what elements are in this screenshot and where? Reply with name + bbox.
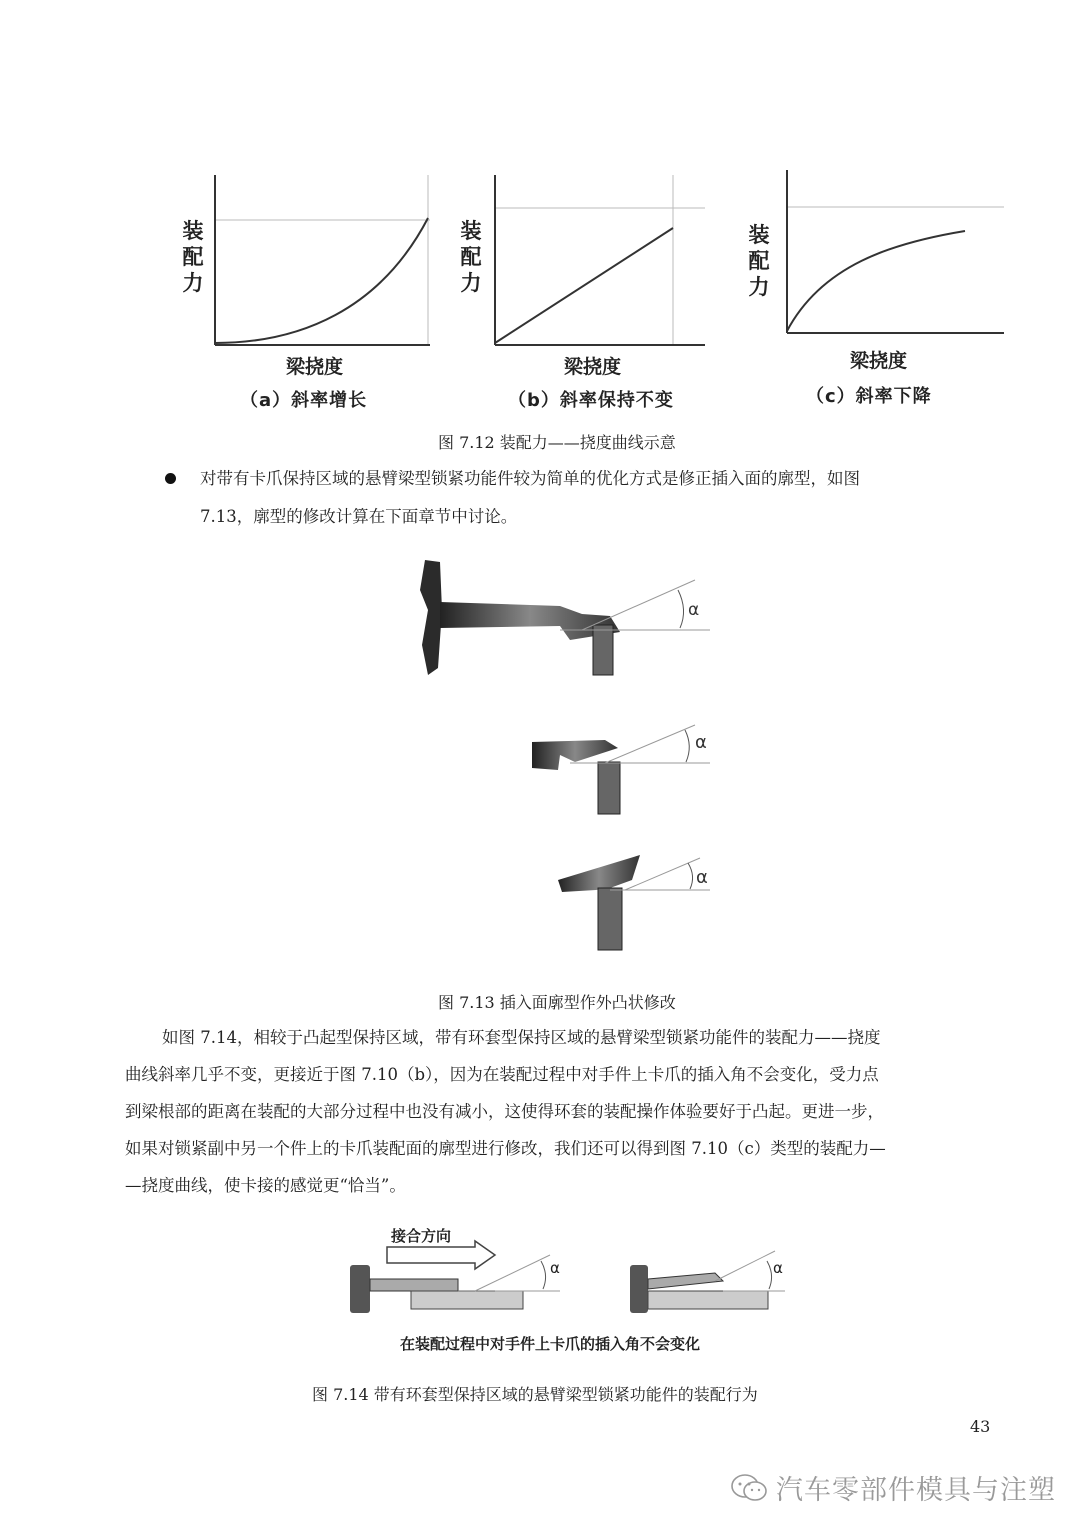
paragraph-line1: 如图 7.14，相较于凸起型保持区域，带有环套型保持区域的悬臂梁型锁紧功能件的装配力——挠度 — [162, 1028, 881, 1047]
graph-a-plot — [200, 160, 440, 360]
graph-c-sublabel: （c）斜率下降 — [806, 386, 932, 407]
figure-7-12 — [160, 160, 1010, 420]
alpha-symbol-3: α — [696, 867, 708, 888]
graph-a-xlabel: 梁挠度 — [286, 356, 344, 378]
wechat-icon — [730, 1473, 768, 1503]
direction-label: 接合方向 — [391, 1227, 452, 1245]
graph-c-plot — [772, 165, 1007, 345]
figure-7-14-alpha-left: α — [550, 1259, 560, 1277]
alpha-symbol-2: α — [695, 732, 707, 753]
paragraph-line4: 如果对锁紧副中另一个件上的卡爪装配面的廓型进行修改，我们还可以得到图 7.10（c）类型的装配力— — [125, 1139, 886, 1158]
graph-a-sublabel: （a）斜率增长 — [240, 390, 368, 411]
graph-b-ylabel: 装 配 力 — [460, 219, 482, 295]
curve-increasing-slope — [215, 218, 428, 343]
figure-7-12-caption: 图 7.12 装配力——挠度曲线示意 — [438, 433, 676, 452]
bullet-text-line2: 7.13，廓型的修改计算在下面章节中讨论。 — [200, 507, 518, 526]
snap-hook-profile-2 — [532, 725, 710, 814]
alpha-symbol-1: α — [688, 600, 700, 620]
graph-c-ylabel: 装 配 力 — [748, 223, 770, 299]
figure-7-14-caption: 图 7.14 带有环套型保持区域的悬臂梁型锁紧功能件的装配行为 — [312, 1385, 758, 1404]
snap-hook-profile-3 — [558, 855, 710, 950]
paragraph-line5: —挠度曲线，使卡接的感觉更“恰当”。 — [125, 1176, 406, 1195]
snap-beam-full — [420, 560, 710, 675]
graph-c-xlabel: 梁挠度 — [850, 350, 908, 372]
watermark — [730, 1468, 1056, 1507]
watermark-text: 汽车零部件模具与注塑 — [776, 1475, 1056, 1506]
paragraph-line3: 到梁根部的距离在装配的大部分过程中也没有减小，这使得环套的装配操作体验要好于凸起。更进一步， — [125, 1102, 884, 1121]
figure-7-13-diagram — [410, 550, 730, 980]
curve-decreasing-slope — [787, 231, 965, 331]
figure-7-14-alpha-right: α — [773, 1259, 783, 1277]
page-number: 43 — [970, 1417, 991, 1436]
graph-b-plot — [480, 170, 710, 360]
curve-constant-slope — [495, 228, 673, 343]
bullet-dot — [165, 473, 176, 484]
paragraph-line2: 曲线斜率几乎不变，更接近于图 7.10（b），因为在装配过程中对手件上卡爪的插入角不会变化，受力点 — [125, 1065, 879, 1084]
figure-7-14 — [345, 1215, 805, 1360]
graph-b-xlabel: 梁挠度 — [564, 356, 622, 378]
figure-7-13-caption: 图 7.13 插入面廓型作外凸状修改 — [438, 993, 676, 1012]
graph-b-sublabel: （b）斜率保持不变 — [508, 390, 674, 411]
graph-a-ylabel: 装 配 力 — [182, 219, 204, 295]
figure-7-14-inner-caption: 在装配过程中对手件上卡爪的插入角不会变化 — [400, 1335, 701, 1353]
bullet-text-line1: 对带有卡爪保持区域的悬臂梁型锁紧功能件较为简单的优化方式是修正插入面的廓型，如图 — [200, 469, 860, 488]
